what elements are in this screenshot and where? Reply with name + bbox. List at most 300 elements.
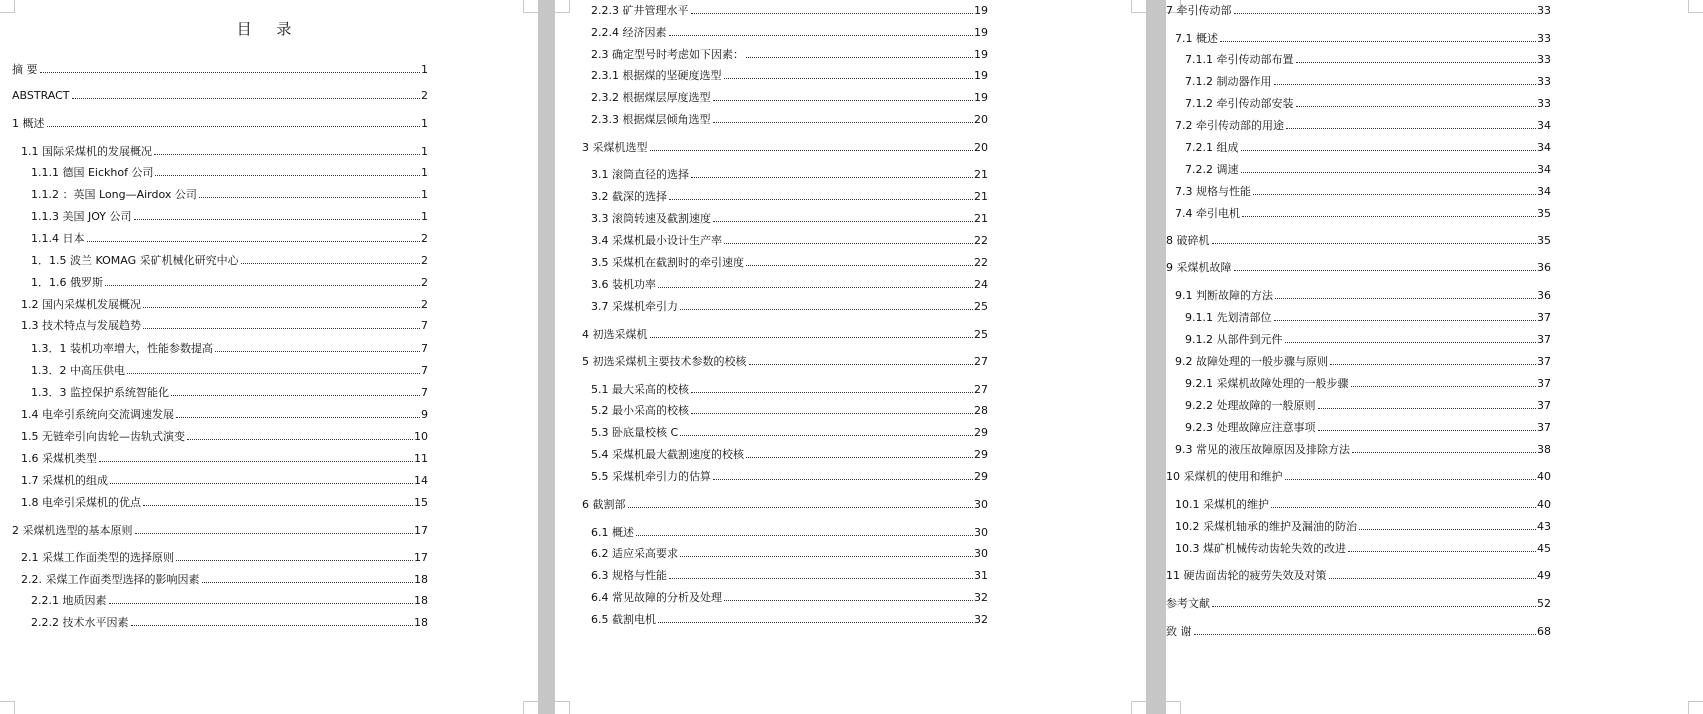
toc-dot-leader bbox=[1351, 386, 1537, 387]
toc-entry bbox=[12, 117, 428, 131]
toc-entry-label: 7.1.2 牵引传动部安装 bbox=[1185, 97, 1294, 110]
toc-dot-leader bbox=[1241, 150, 1537, 151]
toc-entry bbox=[21, 452, 428, 466]
toc-entry-page-number: 1 bbox=[421, 145, 428, 158]
toc-entry bbox=[591, 383, 988, 397]
toc-entry-label: 9 采煤机故障 bbox=[1166, 261, 1232, 274]
toc-entry-page-number: 20 bbox=[974, 113, 988, 126]
toc-dot-leader bbox=[143, 505, 413, 506]
toc-entry-label: 5 初选采煤机主要技术参数的校核 bbox=[582, 355, 747, 368]
toc-entry-label: 5.4 采煤机最大截割速度的校核 bbox=[591, 448, 744, 461]
toc-entry bbox=[591, 69, 988, 83]
toc-entry-page-number: 24 bbox=[974, 278, 988, 291]
toc-dot-leader bbox=[1348, 551, 1536, 552]
toc-entry-page-number: 20 bbox=[974, 141, 988, 154]
toc-entry-page-number: 2 bbox=[421, 298, 428, 311]
toc-entry-page-number: 43 bbox=[1537, 520, 1551, 533]
toc-entry-label: 1.1.2 ：英国 Long—Airdox 公司 bbox=[31, 188, 197, 201]
toc-entry bbox=[31, 342, 428, 356]
toc-dot-leader bbox=[47, 126, 421, 127]
toc-entry-page-number: 17 bbox=[414, 524, 428, 537]
toc-entry bbox=[591, 278, 988, 292]
toc-entry-page-number: 22 bbox=[974, 234, 988, 247]
toc-entry-page-number: 37 bbox=[1537, 311, 1551, 324]
toc-entry-label: 参考文献 bbox=[1166, 597, 1210, 610]
toc-entry bbox=[21, 551, 428, 565]
toc-entry-label: ABSTRACT bbox=[12, 89, 70, 102]
toc-entry-label: 9.1.2 从部件到元件 bbox=[1185, 333, 1283, 346]
toc-entry bbox=[1166, 234, 1551, 248]
toc-entry bbox=[1175, 443, 1551, 457]
toc-entry-label: 6.4 常见故障的分析及处理 bbox=[591, 591, 722, 604]
toc-entry-page-number: 29 bbox=[974, 426, 988, 439]
toc-entry-page-number: 2 bbox=[421, 89, 428, 102]
toc-entry-label: 3.6 装机功率 bbox=[591, 278, 656, 291]
toc-dot-leader bbox=[143, 328, 420, 329]
toc-entry-label: 3.2 截深的选择 bbox=[591, 190, 667, 203]
toc-entry bbox=[21, 319, 428, 333]
toc-entry-label: 2.2.3 矿井管理水平 bbox=[591, 4, 689, 17]
toc-entry bbox=[591, 113, 988, 127]
toc-entry-page-number: 18 bbox=[414, 616, 428, 629]
toc-entry bbox=[591, 4, 988, 18]
toc-entry-label: 1.2 国内采煤机发展概况 bbox=[21, 298, 141, 311]
toc-entry-page-number: 34 bbox=[1537, 119, 1551, 132]
toc-dot-leader bbox=[669, 199, 973, 200]
toc-entry bbox=[12, 524, 428, 538]
toc-dot-leader bbox=[1241, 172, 1537, 173]
toc-entry-label: 2.3.3 根据煤层倾角选型 bbox=[591, 113, 711, 126]
toc-entry-label: 3.4 采煤机最小设计生产率 bbox=[591, 234, 722, 247]
toc-dot-leader bbox=[1285, 479, 1537, 480]
toc-dot-leader bbox=[724, 243, 973, 244]
toc-entry-page-number: 37 bbox=[1537, 333, 1551, 346]
toc-entry bbox=[21, 474, 428, 488]
toc-dot-leader bbox=[680, 309, 973, 310]
toc-entry-page-number: 34 bbox=[1537, 185, 1551, 198]
toc-dot-leader bbox=[691, 413, 973, 414]
toc-entry-page-number: 15 bbox=[414, 496, 428, 509]
toc-entry-label: 2.2. 采煤工作面类型选择的影响因素 bbox=[21, 573, 200, 586]
toc-entry bbox=[591, 470, 988, 484]
toc-entry bbox=[591, 212, 988, 226]
toc-dot-leader bbox=[636, 535, 973, 536]
toc-dot-leader bbox=[87, 241, 421, 242]
toc-entry bbox=[591, 526, 988, 540]
toc-entry-page-number: 19 bbox=[974, 48, 988, 61]
toc-entry-page-number: 25 bbox=[974, 300, 988, 313]
toc-entry bbox=[1175, 32, 1551, 46]
toc-entry-page-number: 36 bbox=[1537, 261, 1551, 274]
toc-dot-leader bbox=[1234, 270, 1537, 271]
toc-entry-label: 9.2.1 采煤机故障处理的一般步骤 bbox=[1185, 377, 1349, 390]
toc-dot-leader bbox=[746, 457, 973, 458]
toc-dot-leader bbox=[680, 556, 973, 557]
toc-entry-page-number: 40 bbox=[1537, 470, 1551, 483]
toc-entry bbox=[1175, 520, 1551, 534]
toc-dot-leader bbox=[1359, 529, 1536, 530]
toc-entry-label: 7.2.2 调速 bbox=[1185, 163, 1239, 176]
toc-entry-label: 2.3.1 根据煤的坚硬度选型 bbox=[591, 69, 722, 82]
toc-entry bbox=[591, 569, 988, 583]
toc-dot-leader bbox=[1275, 298, 1536, 299]
toc-entry-label: 7.2 牵引传动部的用途 bbox=[1175, 119, 1284, 132]
toc-entry bbox=[21, 145, 428, 159]
toc-entry-label: 2 采煤机选型的基本原则 bbox=[12, 524, 133, 537]
toc-entry-page-number: 40 bbox=[1537, 498, 1551, 511]
toc-entry-label: 3 采煤机选型 bbox=[582, 141, 648, 154]
toc-entry-label: 1.3．2 中高压供电 bbox=[31, 364, 125, 377]
toc-dot-leader bbox=[187, 439, 413, 440]
toc-entry-label: 7.1.1 牵引传动部布置 bbox=[1185, 53, 1294, 66]
toc-entry-label: 1.1.1 德国 Eickhof 公司 bbox=[31, 166, 154, 179]
toc-entry-label: 2.1 采煤工作面类型的选择原则 bbox=[21, 551, 174, 564]
toc-entry-page-number: 2 bbox=[421, 232, 428, 245]
toc-entry-label: 1.3．3 监控保护系统智能化 bbox=[31, 386, 169, 399]
toc-entry-page-number: 33 bbox=[1537, 53, 1551, 66]
toc-entry-label: 6.1 概述 bbox=[591, 526, 634, 539]
toc-entry bbox=[1166, 569, 1551, 583]
toc-entry bbox=[21, 496, 428, 510]
toc-entry bbox=[1185, 333, 1551, 347]
toc-entry-page-number: 1 bbox=[421, 117, 428, 130]
toc-entry-page-number: 37 bbox=[1537, 421, 1551, 434]
toc-entry bbox=[1185, 311, 1551, 325]
toc-entry-label: 6.3 规格与性能 bbox=[591, 569, 667, 582]
toc-entry-page-number: 21 bbox=[974, 190, 988, 203]
toc-entry bbox=[1185, 53, 1551, 67]
toc-entry-label: 7.4 牵引电机 bbox=[1175, 207, 1240, 220]
toc-dot-leader bbox=[1242, 216, 1536, 217]
toc-entry-label: 1.8 电牵引采煤机的优点 bbox=[21, 496, 141, 509]
toc-entry-page-number: 1 bbox=[421, 210, 428, 223]
toc-entry bbox=[1185, 97, 1551, 111]
toc-entry-label: 1.1 国际采煤机的发展概况 bbox=[21, 145, 152, 158]
toc-entry-label: 3.1 滚筒直径的选择 bbox=[591, 168, 689, 181]
toc-entry bbox=[591, 426, 988, 440]
toc-entry-page-number: 33 bbox=[1537, 4, 1551, 17]
toc-dot-leader bbox=[1220, 41, 1536, 42]
toc-entry-page-number: 32 bbox=[974, 591, 988, 604]
document-page-3 bbox=[1166, 0, 1703, 714]
toc-entry bbox=[1166, 625, 1551, 639]
toc-entry-page-number: 31 bbox=[974, 569, 988, 582]
toc-entry-page-number: 19 bbox=[974, 4, 988, 17]
toc-entry-page-number: 29 bbox=[974, 470, 988, 483]
toc-dot-leader bbox=[746, 57, 973, 58]
toc-dot-leader bbox=[691, 177, 973, 178]
toc-entry-label: 9.2.2 处理故障的一般原则 bbox=[1185, 399, 1316, 412]
toc-entry bbox=[31, 210, 428, 224]
toc-entry-label: 7.2.1 组成 bbox=[1185, 141, 1239, 154]
toc-entry-page-number: 37 bbox=[1537, 377, 1551, 390]
toc-dot-leader bbox=[713, 221, 973, 222]
toc-entries bbox=[555, 0, 1146, 714]
toc-entry bbox=[591, 48, 988, 62]
toc-dot-leader bbox=[155, 175, 420, 176]
toc-entry-page-number: 37 bbox=[1537, 355, 1551, 368]
toc-entry bbox=[1175, 207, 1551, 221]
toc-dot-leader bbox=[109, 603, 414, 604]
toc-dot-leader bbox=[127, 373, 420, 374]
toc-entry-page-number: 19 bbox=[974, 91, 988, 104]
toc-entry-label: 5.1 最大采高的校核 bbox=[591, 383, 689, 396]
toc-dot-leader bbox=[171, 395, 420, 396]
toc-dot-leader bbox=[1352, 452, 1536, 453]
toc-entry-label: 7.1.2 制动器作用 bbox=[1185, 75, 1272, 88]
toc-entry-page-number: 21 bbox=[974, 168, 988, 181]
toc-entry-page-number: 21 bbox=[974, 212, 988, 225]
toc-entry-page-number: 17 bbox=[414, 551, 428, 564]
toc-entry-page-number: 7 bbox=[421, 342, 428, 355]
toc-entry-page-number: 33 bbox=[1537, 32, 1551, 45]
toc-dot-leader bbox=[1274, 84, 1537, 85]
toc-entry-page-number: 36 bbox=[1537, 289, 1551, 302]
toc-entry-label: 1.3 技术特点与发展趋势 bbox=[21, 319, 141, 332]
toc-dot-leader bbox=[1318, 430, 1537, 431]
toc-entry-label: 3.5 采煤机在截割时的牵引速度 bbox=[591, 256, 744, 269]
toc-entry bbox=[591, 547, 988, 561]
toc-entry-page-number: 34 bbox=[1537, 163, 1551, 176]
toc-entry bbox=[591, 234, 988, 248]
toc-dot-leader bbox=[154, 154, 420, 155]
toc-dot-leader bbox=[724, 600, 973, 601]
toc-entry bbox=[1166, 597, 1551, 611]
toc-entry-label: 5.3 卧底量校核 C bbox=[591, 426, 679, 439]
toc-dot-leader bbox=[713, 100, 974, 101]
toc-entry-label: 10.3 煤矿机械传动齿轮失效的改进 bbox=[1175, 542, 1346, 555]
toc-entry-label: 7 牵引传动部 bbox=[1166, 4, 1232, 17]
toc-entry-page-number: 19 bbox=[974, 26, 988, 39]
toc-entry bbox=[582, 328, 988, 342]
toc-entry-page-number: 30 bbox=[974, 526, 988, 539]
toc-entry-label: 3.3 滚筒转速及截割速度 bbox=[591, 212, 711, 225]
toc-entry bbox=[21, 573, 428, 587]
toc-entry bbox=[31, 276, 428, 290]
toc-entry bbox=[591, 168, 988, 182]
toc-entry-label: 10.1 采煤机的维护 bbox=[1175, 498, 1269, 511]
toc-entry bbox=[31, 616, 428, 630]
toc-dot-leader bbox=[669, 35, 974, 36]
toc-entry-label: 11 硬齿面齿轮的疲劳失效及对策 bbox=[1166, 569, 1327, 582]
toc-entry-label: 1.7 采煤机的组成 bbox=[21, 474, 108, 487]
toc-dot-leader bbox=[1271, 507, 1536, 508]
toc-dot-leader bbox=[746, 265, 973, 266]
toc-entries bbox=[0, 0, 538, 714]
toc-entry bbox=[12, 63, 428, 77]
toc-entry bbox=[31, 594, 428, 608]
toc-dot-leader bbox=[1212, 243, 1537, 244]
toc-entry bbox=[1175, 542, 1551, 556]
toc-entry-page-number: 10 bbox=[414, 430, 428, 443]
toc-entry-page-number: 1 bbox=[421, 188, 428, 201]
toc-entry-page-number: 68 bbox=[1537, 625, 1551, 638]
toc-entry-label: 8 破碎机 bbox=[1166, 234, 1210, 247]
toc-entry bbox=[582, 141, 988, 155]
document-page-2 bbox=[555, 0, 1146, 714]
toc-dot-leader bbox=[691, 392, 973, 393]
toc-entry-page-number: 33 bbox=[1537, 75, 1551, 88]
toc-entry-page-number: 52 bbox=[1537, 597, 1551, 610]
toc-dot-leader bbox=[1330, 364, 1536, 365]
toc-entry-label: 1．1.6 俄罗斯 bbox=[31, 276, 103, 289]
toc-entry-label: 7.1 概述 bbox=[1175, 32, 1218, 45]
toc-entry bbox=[1175, 119, 1551, 133]
toc-entry-label: 1.1.3 美国 JOY 公司 bbox=[31, 210, 132, 223]
toc-dot-leader bbox=[131, 625, 414, 626]
toc-entry-page-number: 28 bbox=[974, 404, 988, 417]
toc-entry bbox=[591, 404, 988, 418]
toc-entry-label: 7.3 规格与性能 bbox=[1175, 185, 1251, 198]
toc-entry-label: 2.2.2 技术水平因素 bbox=[31, 616, 129, 629]
toc-entry-page-number: 9 bbox=[421, 408, 428, 421]
toc-entry-page-number: 30 bbox=[974, 547, 988, 560]
toc-entry bbox=[1166, 470, 1551, 484]
toc-entry bbox=[1185, 399, 1551, 413]
toc-dot-leader bbox=[99, 461, 413, 462]
toc-entry-page-number: 19 bbox=[974, 69, 988, 82]
toc-dot-leader bbox=[628, 507, 974, 508]
toc-dot-leader bbox=[215, 351, 420, 352]
toc-entry bbox=[31, 386, 428, 400]
toc-entry-label: 1.1.4 日本 bbox=[31, 232, 85, 245]
toc-entry-page-number: 22 bbox=[974, 256, 988, 269]
toc-dot-leader bbox=[40, 72, 421, 73]
toc-entry-page-number: 30 bbox=[974, 498, 988, 511]
toc-dot-leader bbox=[1286, 128, 1536, 129]
toc-entry bbox=[21, 430, 428, 444]
toc-entry bbox=[591, 448, 988, 462]
toc-entry-page-number: 34 bbox=[1537, 141, 1551, 154]
toc-entry-label: 10 采煤机的使用和维护 bbox=[1166, 470, 1283, 483]
toc-dot-leader bbox=[650, 337, 974, 338]
toc-dot-leader bbox=[713, 122, 974, 123]
toc-entry-label: 5.5 采煤机牵引力的估算 bbox=[591, 470, 711, 483]
toc-entry-page-number: 14 bbox=[414, 474, 428, 487]
toc-entry bbox=[12, 89, 428, 103]
toc-entry bbox=[1185, 377, 1551, 391]
toc-entry-page-number: 38 bbox=[1537, 443, 1551, 456]
toc-entry bbox=[1175, 289, 1551, 303]
toc-entry-label: 9.1.1 先划清部位 bbox=[1185, 311, 1272, 324]
toc-entry-page-number: 1 bbox=[421, 63, 428, 76]
toc-dot-leader bbox=[658, 622, 973, 623]
toc-entries bbox=[1166, 0, 1703, 714]
toc-dot-leader bbox=[72, 98, 420, 99]
toc-entry bbox=[1175, 498, 1551, 512]
toc-entry bbox=[591, 300, 988, 314]
toc-entry-page-number: 7 bbox=[421, 319, 428, 332]
toc-entry-label: 1．1.5 波兰 KOMAG 采矿机械化研究中心 bbox=[31, 254, 239, 267]
toc-dot-leader bbox=[691, 13, 974, 14]
toc-entry-label: 2.3.2 根据煤层厚度选型 bbox=[591, 91, 711, 104]
toc-entry-label: 1.6 采煤机类型 bbox=[21, 452, 97, 465]
toc-entry bbox=[1166, 261, 1551, 275]
toc-entry-page-number: 27 bbox=[974, 355, 988, 368]
toc-entry-label: 摘 要 bbox=[12, 63, 38, 76]
toc-entry bbox=[591, 591, 988, 605]
toc-entry-label: 2.2.4 经济因素 bbox=[591, 26, 667, 39]
toc-dot-leader bbox=[713, 479, 973, 480]
toc-entry-label: 1.3．1 装机功率增大，性能参数提高 bbox=[31, 342, 213, 355]
toc-dot-leader bbox=[1253, 194, 1536, 195]
toc-entry-page-number: 35 bbox=[1537, 234, 1551, 247]
toc-entry bbox=[1185, 141, 1551, 155]
toc-dot-leader bbox=[134, 219, 421, 220]
toc-entry bbox=[1175, 355, 1551, 369]
toc-entry bbox=[1185, 421, 1551, 435]
toc-dot-leader bbox=[202, 582, 414, 583]
toc-entry-label: 2.3 确定型号时考虑如下因素： bbox=[591, 48, 744, 61]
toc-entry bbox=[591, 613, 988, 627]
toc-entry bbox=[591, 91, 988, 105]
toc-entry-label: 9.2 故障处理的一般步骤与原则 bbox=[1175, 355, 1328, 368]
toc-entry-page-number: 33 bbox=[1537, 97, 1551, 110]
toc-entry-page-number: 37 bbox=[1537, 399, 1551, 412]
toc-dot-leader bbox=[1296, 62, 1537, 63]
toc-entry bbox=[31, 166, 428, 180]
toc-entry bbox=[31, 364, 428, 378]
toc-dot-leader bbox=[176, 417, 420, 418]
toc-dot-leader bbox=[724, 78, 974, 79]
toc-dot-leader bbox=[135, 533, 414, 534]
toc-dot-leader bbox=[105, 285, 420, 286]
toc-entry-label: 6.2 适应采高要求 bbox=[591, 547, 678, 560]
toc-entry bbox=[1175, 185, 1551, 199]
toc-dot-leader bbox=[1285, 342, 1537, 343]
toc-dot-leader bbox=[1194, 634, 1537, 635]
toc-entry bbox=[1185, 163, 1551, 177]
toc-entry bbox=[582, 355, 988, 369]
toc-entry bbox=[591, 256, 988, 270]
toc-entry bbox=[21, 298, 428, 312]
document-page-1 bbox=[0, 0, 538, 714]
toc-entry-page-number: 2 bbox=[421, 254, 428, 267]
toc-entry-page-number: 18 bbox=[414, 573, 428, 586]
toc-entry-label: 5.2 最小采高的校核 bbox=[591, 404, 689, 417]
toc-entry-label: 1 概述 bbox=[12, 117, 45, 130]
toc-entry bbox=[1185, 75, 1551, 89]
toc-entry-page-number: 45 bbox=[1537, 542, 1551, 555]
toc-title: 目 录 bbox=[236, 20, 302, 38]
toc-entry bbox=[31, 254, 428, 268]
toc-entry-label: 致 谢 bbox=[1166, 625, 1192, 638]
toc-entry-label: 2.2.1 地质因素 bbox=[31, 594, 107, 607]
toc-entry-label: 1.5 无链牵引向齿轮—齿轨式演变 bbox=[21, 430, 185, 443]
toc-dot-leader bbox=[1274, 320, 1537, 321]
toc-entry-label: 9.2.3 处理故障应注意事项 bbox=[1185, 421, 1316, 434]
toc-dot-leader bbox=[241, 263, 420, 264]
toc-dot-leader bbox=[680, 435, 973, 436]
toc-dot-leader bbox=[1318, 408, 1537, 409]
toc-dot-leader bbox=[1234, 13, 1537, 14]
toc-entry bbox=[591, 190, 988, 204]
toc-entry-page-number: 49 bbox=[1537, 569, 1551, 582]
toc-dot-leader bbox=[110, 483, 413, 484]
toc-entry-page-number: 32 bbox=[974, 613, 988, 626]
toc-dot-leader bbox=[1212, 606, 1536, 607]
toc-entry-page-number: 7 bbox=[421, 364, 428, 377]
toc-dot-leader bbox=[1329, 578, 1537, 579]
toc-entry-page-number: 29 bbox=[974, 448, 988, 461]
toc-dot-leader bbox=[1296, 106, 1537, 107]
toc-entry bbox=[582, 498, 988, 512]
toc-dot-leader bbox=[199, 197, 420, 198]
toc-dot-leader bbox=[650, 150, 974, 151]
toc-entry-label: 6.5 截割电机 bbox=[591, 613, 656, 626]
toc-entry bbox=[1166, 4, 1551, 18]
toc-entry-label: 10.2 采煤机轴承的维护及漏油的防治 bbox=[1175, 520, 1357, 533]
